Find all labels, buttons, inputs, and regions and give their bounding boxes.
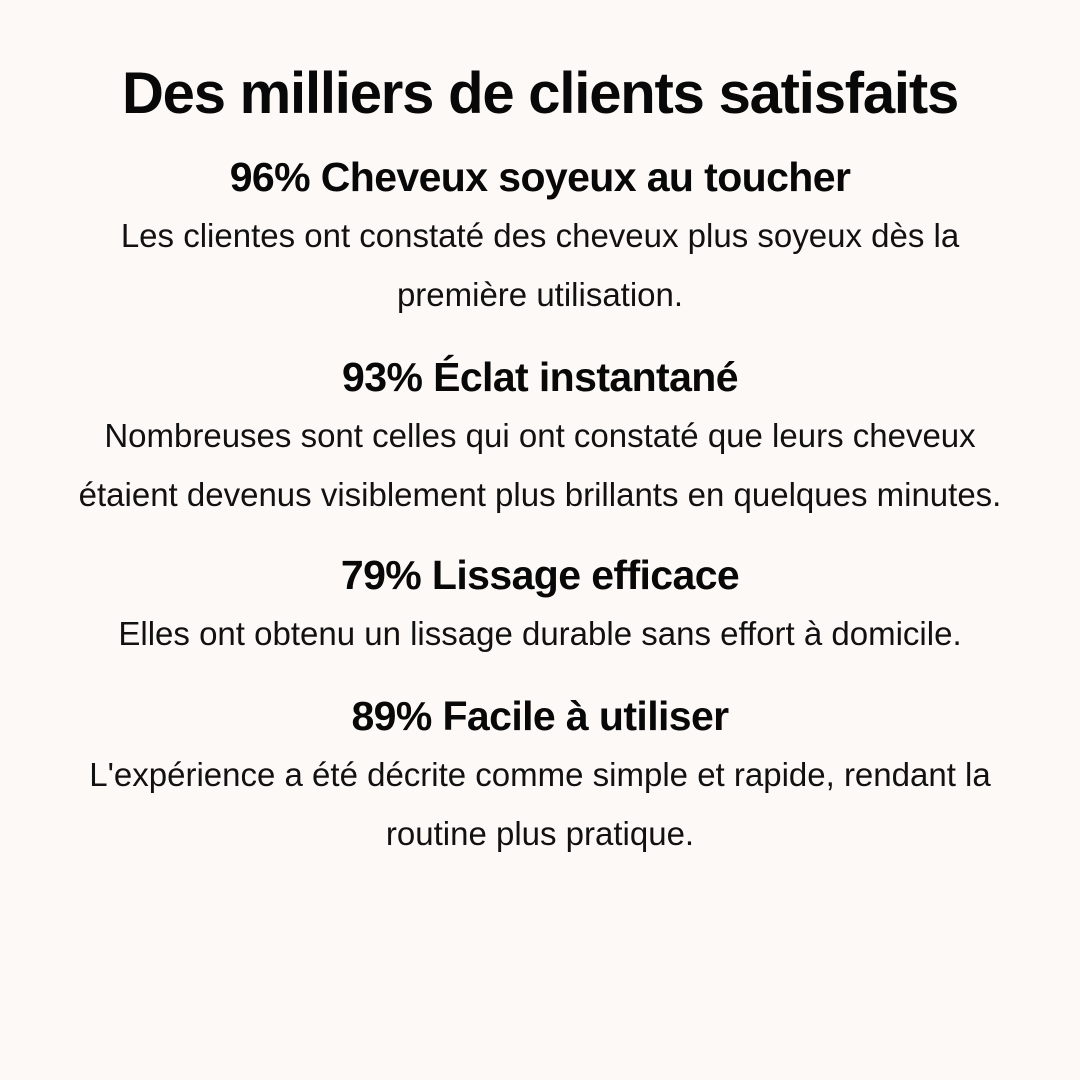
stat-heading: 79% Lissage efficace [340, 551, 740, 598]
stat-block-facile-a-utiliser [46, 674, 1034, 874]
stat-heading: 89% Facile à utiliser [351, 692, 729, 739]
stat-block-eclat-instantane [46, 335, 1034, 535]
stat-description: L'expérience a été décrite comme simple et rapide, rendant la routine plus pratique. [89, 756, 991, 852]
stat-description: Nombreuses sont celles qui ont constaté que leurs cheveux étaient devenus visiblement plus brillants en quelques minutes. [78, 417, 1002, 513]
stat-block-lissage-efficace [46, 535, 1034, 674]
stat-description: Les clientes ont constaté des cheveux plus soyeux dès la première utilisation. [120, 217, 960, 314]
stat-block-cheveux-soyeux [46, 149, 1034, 335]
stat-description: Elles ont obtenu un lissage durable sans effort à domicile. [118, 615, 962, 653]
stat-heading: 96% Cheveux soyeux au toucher [229, 153, 851, 200]
stat-heading: 93% Éclat instantané [342, 353, 738, 400]
page-title: Des milliers de clients satisfaits [121, 61, 959, 126]
